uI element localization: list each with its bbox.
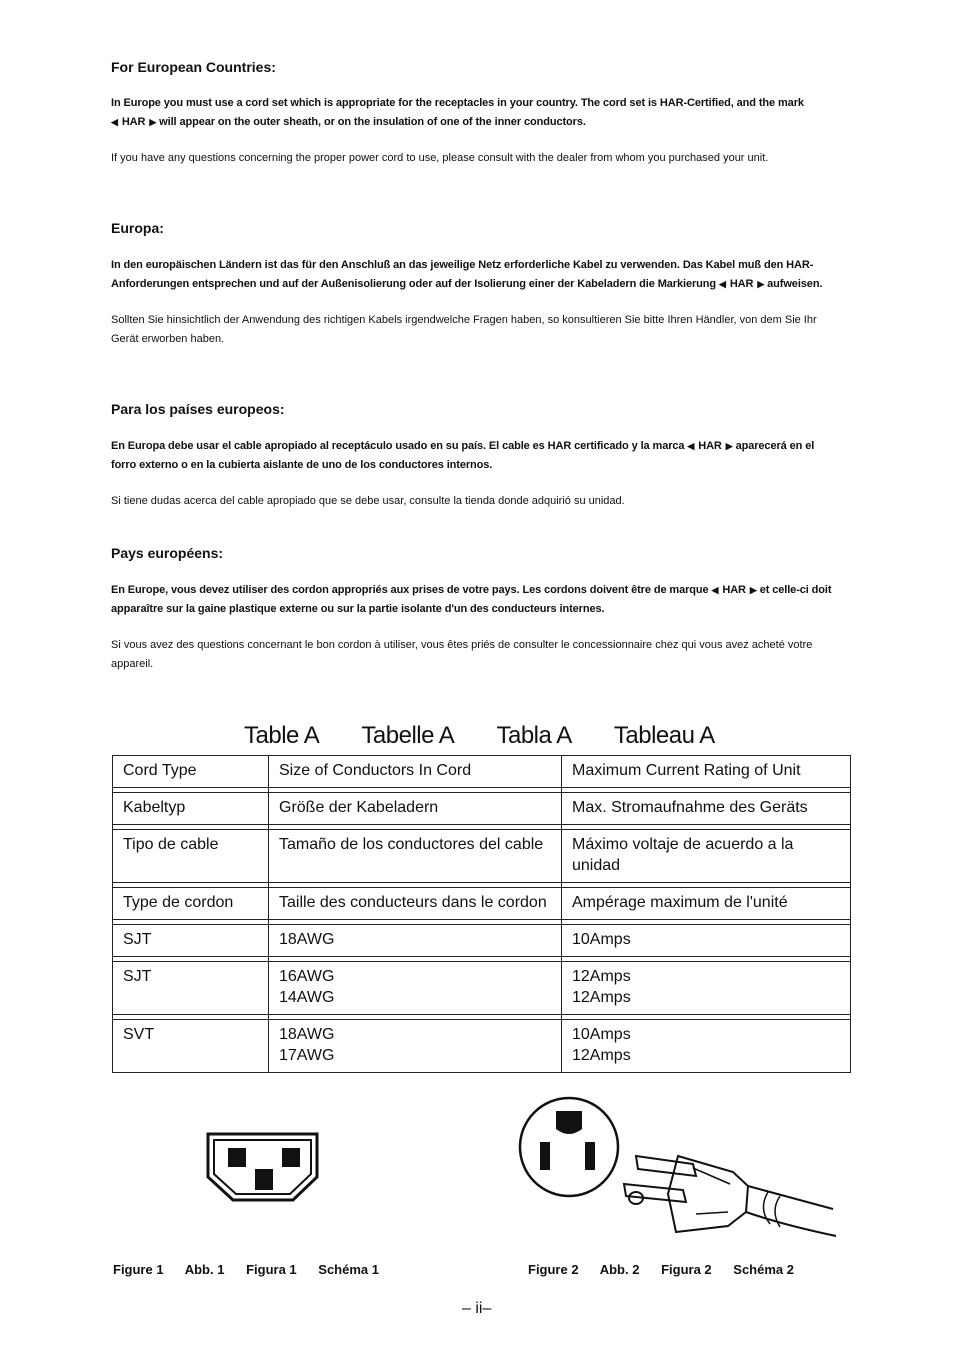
table-cell: Tamaño de los conductores del cable	[269, 830, 562, 883]
table-cell: Tipo de cable	[113, 830, 269, 883]
figure1-caption	[113, 1262, 397, 1277]
table-title-fr: Tableau A	[613, 722, 715, 749]
table-header-row	[113, 830, 851, 883]
har-mark: ◀ HAR ▶	[712, 584, 757, 596]
table-cell: Max. Stromaufnahme des Geräts	[562, 793, 851, 825]
table-cell: SJT	[113, 962, 269, 1015]
table-cell: 18AWG	[269, 925, 562, 957]
table-cell: 12Amps 12Amps	[562, 962, 851, 1015]
har-mark: ◀ HAR ▶	[111, 116, 156, 128]
bold-paragraph: In den europäischen Ländern ist das für den Anschluß an das jeweilige Netz erforderliche Kabel zu verwenden. Das Kabel muß den HAR-Anforderungen entsprechen und auf der Außenisolierung oder auf der Isolierung einer der Kabeladern die Markierung ◀ HAR ▶ aufweisen.	[111, 256, 841, 294]
caption-fr: Schéma 2	[733, 1262, 794, 1277]
table-cell: Máximo voltaje de acuerdo a la unidad	[562, 830, 851, 883]
table-header-row	[113, 888, 851, 920]
har-mark: ◀ HAR ▶	[719, 278, 764, 290]
table-cell: Taille des conducteurs dans le cordon	[269, 888, 562, 920]
table-cell: Type de cordon	[113, 888, 269, 920]
figure2-caption	[528, 1262, 812, 1277]
table-cell: SJT	[113, 925, 269, 957]
power-plug-figure	[518, 1094, 838, 1244]
table-row	[113, 1020, 851, 1073]
table-cell: Kabeltyp	[113, 793, 269, 825]
caption-es: Figura 2	[661, 1262, 712, 1277]
caption-en: Figure 1	[113, 1262, 164, 1277]
caption-es: Figura 1	[246, 1262, 297, 1277]
table-cell: Cord Type	[113, 756, 269, 788]
page-number: – ii–	[462, 1300, 492, 1317]
table-row	[113, 925, 851, 957]
table-cell: Maximum Current Rating of Unit	[562, 756, 851, 788]
table-cell: Size of Conductors In Cord	[269, 756, 562, 788]
table-title-en: Table A	[244, 722, 320, 749]
section-english	[111, 59, 841, 168]
cord-table	[112, 755, 851, 1073]
bold-paragraph: En Europa debe usar el cable apropiado al receptáculo usado en su país. El cable es HAR certificado y la marca ◀ HAR ▶ aparecerá en el forro externo o en la cubierta aislante de uno de los conductores internos.	[111, 437, 841, 475]
normal-paragraph: If you have any questions concerning the proper power cord to use, please consult with the dealer from whom you purchased your unit.	[111, 152, 769, 164]
table-cell: Größe der Kabeladern	[269, 793, 562, 825]
normal-paragraph: Si vous avez des questions concernant le bon cordon à utiliser, vous êtes priés de consulter le concessionnaire chez qui vous avez acheté votre appareil.	[111, 639, 813, 670]
table-cell: 10Amps 12Amps	[562, 1020, 851, 1073]
table-title-de: Tabelle A	[361, 722, 455, 749]
table-cell: Ampérage maximum de l'unité	[562, 888, 851, 920]
table-cell: 10Amps	[562, 925, 851, 957]
section-spanish	[111, 401, 841, 511]
heading: Europa:	[111, 220, 164, 236]
caption-de: Abb. 1	[184, 1262, 225, 1277]
heading: Pays européens:	[111, 545, 224, 561]
iec-inlet-figure	[205, 1131, 321, 1203]
caption-de: Abb. 2	[599, 1262, 640, 1277]
table-title-es: Tabla A	[496, 722, 572, 749]
normal-paragraph: Sollten Sie hinsichtlich der Anwendung des richtigen Kabels irgendwelche Fragen haben, so konsultieren Sie bitte Ihren Händler, von dem Sie Ihr Gerät erworben haben.	[111, 314, 817, 345]
caption-fr: Schéma 1	[318, 1262, 379, 1277]
table-cell: 16AWG 14AWG	[269, 962, 562, 1015]
section-german	[111, 220, 841, 349]
normal-paragraph: Si tiene dudas acerca del cable apropiado que se debe usar, consulte la tienda donde adquirió su unidad.	[111, 495, 625, 507]
table-cell: 18AWG 17AWG	[269, 1020, 562, 1073]
har-mark: ◀ HAR ▶	[687, 440, 732, 452]
table-header-row	[113, 793, 851, 825]
heading: For European Countries:	[111, 59, 276, 75]
table-row	[113, 962, 851, 1015]
bold-paragraph: En Europe, vous devez utiliser des cordon appropriés aux prises de votre pays. Les cordons doivent être de marque ◀ HAR ▶ et celle-ci doit apparaître sur la gaine plastique externe ou sur la partie isolante d'un des conducteurs internes.	[111, 581, 841, 619]
heading: Para los países europeos:	[111, 401, 285, 417]
table-cell: SVT	[113, 1020, 269, 1073]
caption-en: Figure 2	[528, 1262, 579, 1277]
section-french	[111, 545, 841, 674]
table-header-row	[113, 756, 851, 788]
table-titles	[244, 722, 751, 750]
bold-paragraph: In Europe you must use a cord set which is appropriate for the receptacles in your country. The cord set is HAR-Certified, and the mark ◀ HAR ▶ will appear on the outer sheath, or on the insulation of one of the inner conductors.	[111, 94, 841, 132]
